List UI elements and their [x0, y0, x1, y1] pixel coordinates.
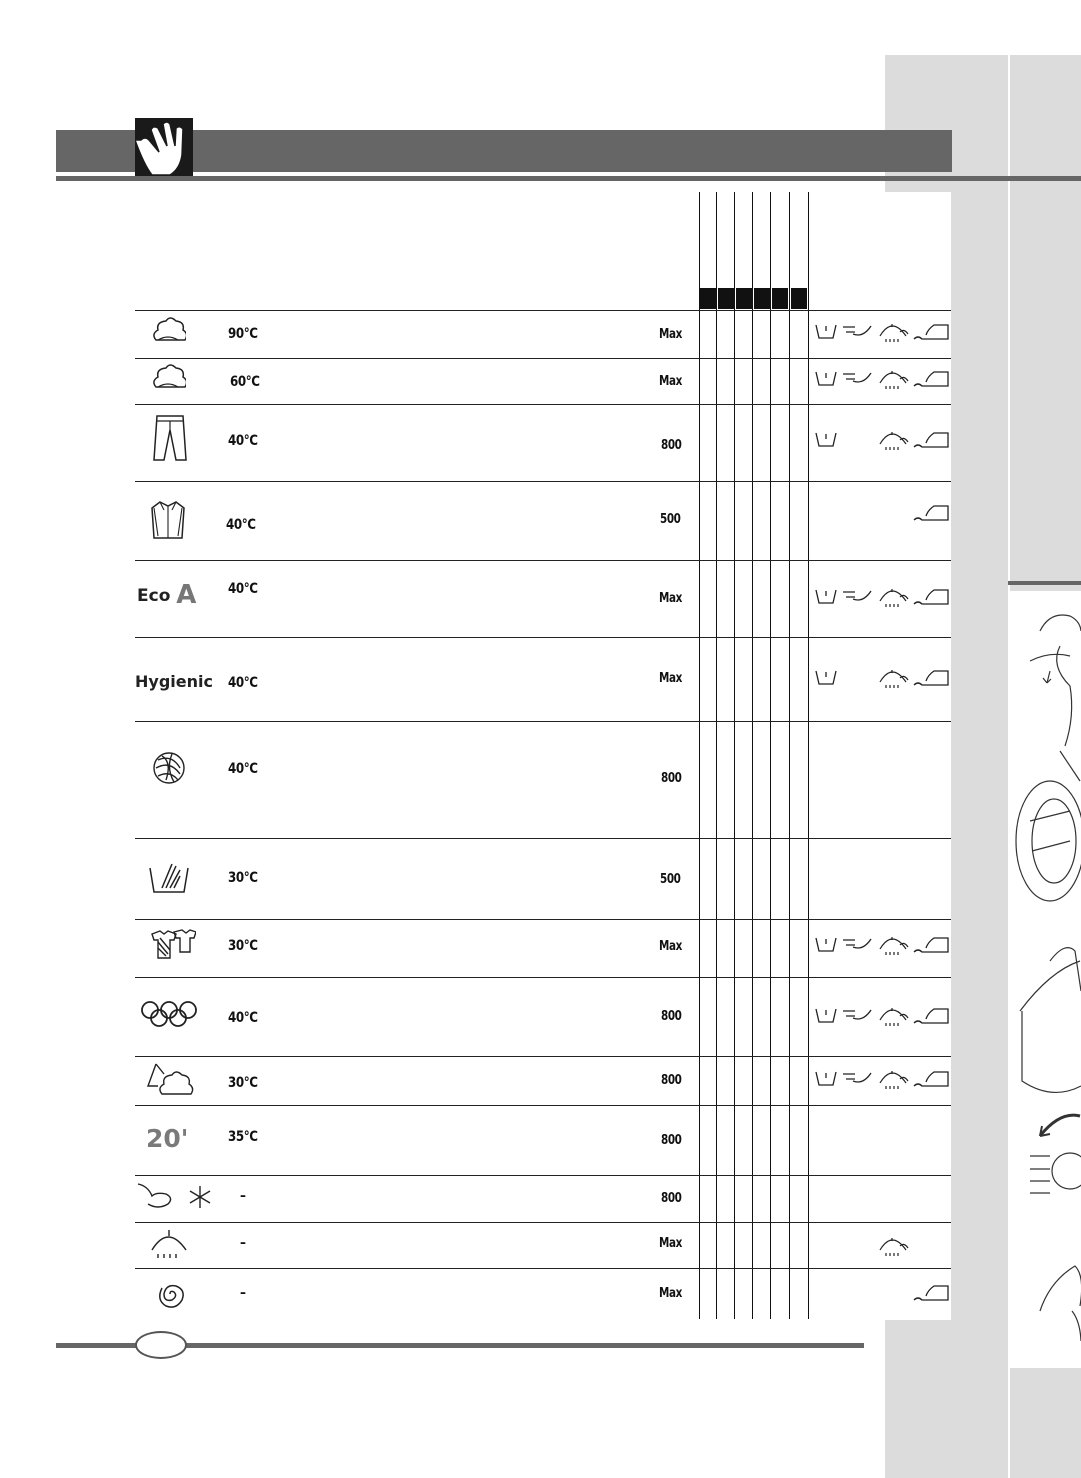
row-divider [135, 1056, 951, 1057]
dry-care-icon [878, 1236, 910, 1258]
cotton-icon [150, 363, 186, 393]
row-divider [135, 560, 951, 561]
spin-speed: 800 [661, 1133, 682, 1148]
column-header-square [754, 288, 770, 309]
dry-care-icon [878, 430, 910, 452]
temperature: 30°C [228, 938, 258, 954]
temperature: 40°C [226, 517, 256, 533]
row-divider [135, 1268, 951, 1269]
side-illustrations [1010, 591, 1081, 1368]
dry-care-icon [878, 935, 910, 957]
temperature: 35°C [228, 1129, 258, 1145]
temperature: – [240, 1235, 246, 1251]
shirt-icon [150, 498, 186, 542]
col-line [716, 192, 717, 1319]
header-rule [56, 176, 1081, 181]
row-divider [135, 919, 951, 920]
iron-care-icon [912, 1283, 952, 1305]
spin-speed: 800 [661, 1073, 682, 1088]
eco-a-icon: Eco A [137, 580, 197, 610]
spin-icon [152, 1277, 188, 1311]
spin-speed: 800 [661, 438, 682, 453]
spin-speed: Max [659, 327, 682, 342]
spin-speed: 800 [661, 1191, 682, 1206]
temperature: 30°C [228, 870, 258, 886]
rinse-cold-icon [136, 1180, 216, 1214]
spin-speed: Max [659, 1286, 682, 1301]
spin-speed: Max [659, 1236, 682, 1251]
tumble-care-icon [842, 1006, 874, 1028]
col-line [770, 192, 771, 1319]
row-divider [135, 1222, 951, 1223]
page-number-oval [135, 1331, 187, 1359]
row-divider [135, 977, 951, 978]
row-divider [135, 1105, 951, 1106]
spin-speed: 500 [660, 872, 681, 887]
column-header-square [791, 288, 807, 309]
iron-care-icon [912, 322, 952, 344]
spin-speed: 500 [660, 512, 681, 527]
iron-care-icon [912, 935, 952, 957]
column-header-square [718, 288, 734, 309]
col-line [789, 192, 790, 1319]
temperature: 60°C [230, 374, 260, 390]
hand-icon [135, 118, 193, 176]
row-divider [135, 358, 951, 359]
tumble-care-icon [842, 1069, 874, 1091]
temperature: 40°C [228, 581, 258, 597]
dry-care-icon [878, 322, 910, 344]
iron-care-icon [912, 369, 952, 391]
tumble-care-icon [842, 322, 874, 344]
dry-care-icon [878, 369, 910, 391]
iron-care-icon [912, 1069, 952, 1091]
row-divider [135, 637, 951, 638]
temperature: 40°C [228, 675, 258, 691]
tumble-care-icon [842, 369, 874, 391]
temperature: 90°C [228, 326, 258, 342]
column-header-square [700, 288, 716, 309]
spin-speed: Max [659, 591, 682, 606]
iron-care-icon [912, 1006, 952, 1028]
dry-care-icon [878, 1069, 910, 1091]
dry-care-icon [878, 668, 910, 690]
col-line [808, 192, 809, 1319]
spin-speed: Max [659, 939, 682, 954]
wash-care-icon [815, 430, 847, 452]
cotton-bag-icon [146, 1060, 196, 1100]
wash-care-icon [815, 668, 847, 690]
temperature: 40°C [228, 761, 258, 777]
quick-20-icon: 20' [146, 1124, 189, 1153]
row-divider [135, 721, 951, 722]
temperature: – [240, 1285, 246, 1301]
jeans-icon [152, 414, 188, 464]
row-divider [135, 481, 951, 482]
column-header-square [736, 288, 752, 309]
temperature: 40°C [228, 433, 258, 449]
temperature: – [240, 1188, 246, 1204]
tumble-care-icon [842, 587, 874, 609]
programme-label: Hygienic [135, 672, 213, 691]
row-divider [135, 310, 951, 311]
row-divider [135, 838, 951, 839]
side-section-rule [1008, 581, 1081, 585]
iron-care-icon [912, 587, 952, 609]
row-divider [135, 404, 951, 405]
wool-icon [150, 750, 188, 786]
temperature: 40°C [228, 1010, 258, 1026]
iron-care-icon [912, 503, 952, 525]
col-line [734, 192, 735, 1319]
col-line [699, 192, 700, 1319]
dry-care-icon [878, 1006, 910, 1028]
temperature: 30°C [228, 1075, 258, 1091]
iron-care-icon [912, 668, 952, 690]
spin-speed: 800 [661, 771, 682, 786]
column-header-square [772, 288, 788, 309]
tumble-care-icon [842, 935, 874, 957]
hand-wash-icon [148, 858, 190, 896]
care-column-panel [885, 192, 951, 1320]
drain-icon [150, 1228, 188, 1262]
dry-care-icon [878, 587, 910, 609]
spin-speed: 800 [661, 1009, 682, 1024]
sport-rings-icon [140, 1000, 198, 1028]
spin-speed: Max [659, 671, 682, 686]
iron-care-icon [912, 430, 952, 452]
col-line [752, 192, 753, 1319]
spin-speed: Max [659, 374, 682, 389]
row-divider [135, 1175, 951, 1176]
cotton-icon [150, 316, 186, 346]
mixed-colors-icon [150, 928, 196, 960]
